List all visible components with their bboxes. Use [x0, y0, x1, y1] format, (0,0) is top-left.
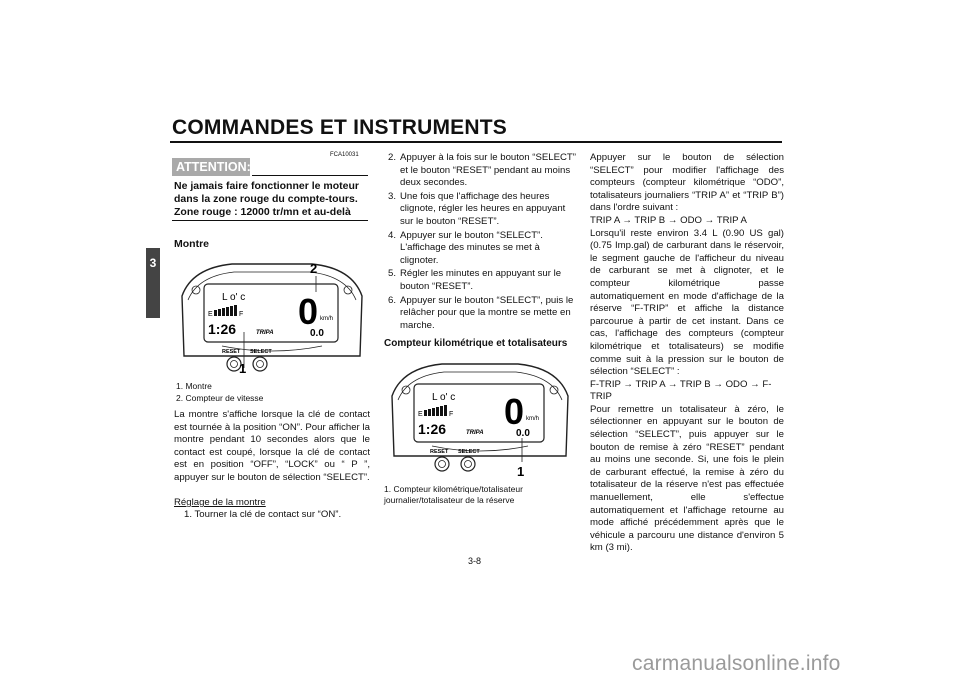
- fuel-segment: [440, 406, 443, 416]
- lcd-top-text: L o' c: [432, 392, 456, 403]
- step-number: 6.: [388, 294, 397, 306]
- fuel-segment: [226, 307, 229, 316]
- callout-1: 1: [517, 464, 525, 479]
- callout-2: 2: [310, 261, 318, 276]
- tripa-indicator: TRIPA: [466, 430, 484, 436]
- callout-1: 1: [239, 361, 247, 376]
- select-label: SELECT: [458, 449, 480, 455]
- watermark: carmanualsonline.info: [632, 652, 841, 675]
- montre-figure: [172, 256, 372, 376]
- col3-paragraph-2: Lorsqu'il reste environ 3.4 L (0.90 US gal) (0.75 Imp.gal) de carburant dans le réservoir, le segment gauche de l'afficheur du niveau de carburant se met à clignoter, et le compteur kilométrique passe automatiquement en mode d'affichage de la réserve “F-TRIP” et affiche la distance parcourue à partir de cet instant. Dans ce cas, l'affichage des compteurs (compteur kilométrique et totalisateurs) se modifie comme suit à la pression sur le bouton de sélection “SELECT” :: [590, 227, 784, 378]
- fuel-e-label: E: [418, 411, 423, 418]
- col3-paragraph-1: Appuyer sur le bouton de sélection “SELECT” pour modifier l'affichage des compteurs (compteur kilométrique “ODO”, totalisateurs journaliers “TRIP A” et “TRIP B”) dans l'ordre suivant :: [590, 152, 784, 214]
- attention-bottom-rule: [172, 220, 368, 221]
- compteur-figure: [382, 356, 578, 480]
- speed-display: 0: [504, 391, 525, 432]
- fuel-f-label: F: [449, 411, 454, 418]
- fuel-segment: [222, 308, 225, 316]
- step-number: 2.: [388, 152, 397, 163]
- title-rule: [170, 141, 782, 143]
- select-button: [253, 357, 267, 371]
- steps-list: [384, 152, 576, 333]
- fuel-segment: [424, 410, 427, 416]
- montre-caption-1: 1. Montre: [176, 381, 212, 391]
- tripa-indicator: TRIPA: [256, 330, 274, 336]
- step-text: Appuyer sur le bouton “SELECT”, puis le relâcher pour que la montre se mette en marche.: [400, 294, 574, 331]
- step-number: 4.: [388, 229, 397, 241]
- fuel-segment: [214, 310, 217, 316]
- reset-label: RESET: [222, 349, 241, 355]
- reset-button-inner: [231, 361, 238, 368]
- step-item: [384, 191, 576, 229]
- step-item: [384, 268, 576, 293]
- fuel-segment: [436, 407, 439, 416]
- attention-label: ATTENTION:: [176, 160, 251, 174]
- reset-button-inner: [439, 461, 446, 468]
- step-text: Appuyer sur le bouton “SELECT”. L'affichage des minutes se met à clignoter.: [400, 229, 543, 266]
- step-item: [384, 230, 576, 268]
- column-3-text: [590, 152, 784, 555]
- odo-display: 0.0: [310, 328, 324, 339]
- reglage-subheading: Réglage de la montre: [174, 497, 266, 508]
- speed-unit: km/h: [526, 416, 540, 422]
- col3-sequence-1: TRIP A → TRIP B → ODO → TRIP A: [590, 214, 747, 226]
- montre-paragraph: La montre s'affiche lorsque la clé de contact est tournée à la position “ON”. Pour afficher la montre pendant 10 secondes alors que le contact est coupé, lorsque la clé de contact est en position “OFF”, “LOCK” ou “ P ”, appuyer sur le bouton de sélection “SELECT”.: [174, 409, 370, 483]
- fuel-segment: [218, 309, 221, 316]
- step-text: Une fois que l'affichage des heures clignote, régler les heures en appuyant sur le bouton “RESET”.: [400, 190, 566, 227]
- reset-button: [435, 457, 449, 471]
- step-number: 5.: [388, 268, 397, 280]
- col3-paragraph-3: Pour remettre un totalisateur à zéro, le sélectionner en appuyant sur le bouton de sélection “SELECT”, puis appuyer sur le bouton de remise à zéro “RESET” pendant au moins une seconde. Si, une fois le plein de carburant effectué, la remise à zéro du totalisateur de la réserve n'est pas effectuée manuellement, elle s'effectue automatiquement et l'affichage retourne au mode affiché précédemment après que le véhicule a parcouru une distance d'environ 5 km (3 mi).: [590, 403, 784, 554]
- select-button-inner: [257, 361, 264, 368]
- attention-text: Ne jamais faire fonctionner le moteur dans la zone rouge du compte-tours. Zone rouge : 12000 tr/mn et au-delà: [174, 180, 359, 218]
- section-tab: [146, 248, 160, 318]
- step-text: Régler les minutes en appuyant sur le bouton “RESET”.: [400, 268, 562, 292]
- step-text: Appuyer à la fois sur le bouton “SELECT” et le bouton “RESET” pendant au moins deux secondes.: [400, 152, 576, 189]
- page-title: COMMANDES ET INSTRUMENTS: [172, 116, 507, 139]
- step-item: [384, 152, 576, 190]
- clock-display: 1:26: [208, 321, 237, 337]
- step-item: [384, 295, 576, 333]
- page-number: 3-8: [468, 556, 482, 566]
- fuel-segment: [428, 409, 431, 416]
- compteur-caption: 1. Compteur kilométrique/totalisateur journalier/totalisateur de la réserve: [384, 484, 523, 505]
- select-button-inner: [465, 461, 472, 468]
- lcd-top-text: L o' c: [222, 292, 246, 303]
- compteur-heading: Compteur kilométrique et totalisateurs: [384, 338, 568, 349]
- odo-display: 0.0: [516, 428, 530, 439]
- fuel-segment: [432, 408, 435, 416]
- section-tab-number: 3: [149, 256, 157, 270]
- montre-caption-2: 2. Compteur de vitesse: [176, 393, 264, 403]
- attention-line: [252, 175, 368, 176]
- montre-heading: Montre: [174, 238, 209, 250]
- select-label: SELECT: [250, 349, 272, 355]
- step-number: 3.: [388, 190, 397, 202]
- speed-display: 0: [298, 291, 319, 332]
- col3-sequence-2: F-TRIP → TRIP A → TRIP B → ODO → F-TRIP: [590, 378, 772, 403]
- select-button: [461, 457, 475, 471]
- reset-label: RESET: [430, 449, 449, 455]
- attention-code: FCA10031: [330, 152, 359, 158]
- step-1: 1. Tourner la clé de contact sur “ON”.: [184, 509, 342, 520]
- fuel-segment: [444, 405, 447, 416]
- fuel-segment: [234, 305, 237, 316]
- speed-unit: km/h: [320, 316, 334, 322]
- clock-display: 1:26: [418, 421, 447, 437]
- fuel-segment: [230, 306, 233, 316]
- fuel-f-label: F: [239, 311, 244, 318]
- fuel-e-label: E: [208, 311, 213, 318]
